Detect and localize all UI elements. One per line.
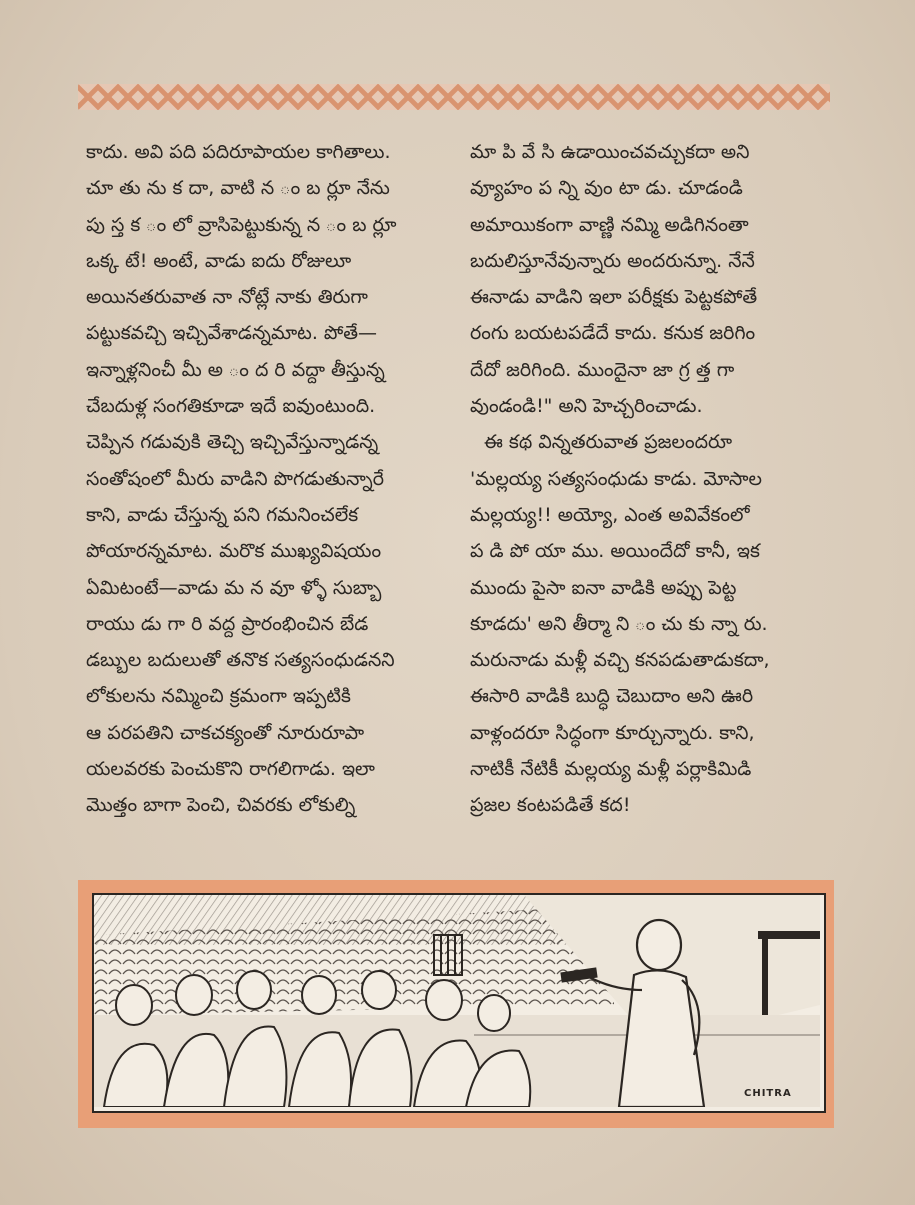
text-line: బదులిస్తూనేవున్నారు అందరున్నూ. నేనే xyxy=(470,249,755,272)
text-line: కాదు. అవి పది పదిరూపాయల కాగితాలు. xyxy=(86,141,391,163)
text-line: చెప్పిన గడువుకి తెచ్చి ఇచ్చివేస్తున్నాడన్న xyxy=(86,431,379,454)
text-line: కూడదు' అని తీర్మా ని ం చు కు న్నా రు. xyxy=(470,612,768,635)
text-line: పట్టుకవచ్చి ఇచ్చివేశాడన్నమాట. పోతే— xyxy=(86,322,378,345)
text-line: ముందు పైసా ఐనా వాడికి అప్పు పెట్ట xyxy=(470,576,737,599)
artist-signature: CHITRA xyxy=(744,1088,792,1099)
text-line: ఇన్నాళ్లనించీ మీ అ ం ద రి వద్దా తీస్తున్న xyxy=(86,358,385,381)
text-line: కాని, వాడు చేస్తున్న పని గమనించలేక xyxy=(86,503,359,526)
text-line: వాళ్లందరూ సిద్ధంగా కూర్చున్నారు. కాని, xyxy=(470,721,755,744)
text-line: ప డి పో యా ము. అయిందేదో కానీ, ఇక xyxy=(470,540,760,563)
text-line: 'మల్లయ్య సత్యసంధుడు కాడు. మోసాల xyxy=(470,467,762,490)
text-line: సంతోషంలో మీరు వాడిని పొగడుతున్నారే xyxy=(86,467,384,490)
text-line: అయినతరువాత నా నోట్లే నాకు తిరుగా xyxy=(86,286,368,309)
text-line: చేబదుళ్ల సంగతికూడా ఇదే ఐవుంటుంది. xyxy=(86,395,376,418)
illustration-drawing xyxy=(94,895,820,1107)
text-line: లోకులను నమ్మించి క్రమంగా ఇప్పటికి xyxy=(86,685,351,708)
text-line: వ్యూహం ప న్ని వుం టా డు. చూడండి xyxy=(470,177,743,200)
text-line: మరునాడు మళ్లీ వచ్చి కనపడుతాడుకదా, xyxy=(470,649,770,672)
text-line: అమాయికంగా వాణ్ణి నమ్మి అడిగినంతా xyxy=(470,213,749,236)
text-line: రంగు బయటపడేదే కాదు. కనుక జరిగిం xyxy=(470,322,756,345)
text-line: చూ తు ను క దా, వాటి న ం బ ర్లూ నేను xyxy=(86,177,390,200)
decorative-border xyxy=(78,84,830,110)
right-column xyxy=(470,134,838,824)
doorway-lintel xyxy=(758,931,820,939)
text-line: మొత్తం బాగా పెంచి, చివరకు లోకుల్ని xyxy=(86,794,356,817)
text-line: ఈసారి వాడికి బుద్ధి చెబుదాం అని ఊరి xyxy=(470,685,754,708)
text-line: మల్లయ్య!! అయ్యో, ఎంత అవివేకంలో xyxy=(470,503,750,526)
text-line: యలవరకు పెంచుకొని రాగలిగాడు. ఇలా xyxy=(86,758,375,781)
text-line: వుండండి!" అని హెచ్చరించాడు. xyxy=(470,395,703,418)
text-line: డబ్బుల బదులుతో తనొక సత్యసంధుడనని xyxy=(86,649,395,672)
text-line: మా పి వే సి ఉడాయించవచ్చుకదా అని xyxy=(470,141,750,163)
text-line: పు స్త క ం లో వ్రాసిపెట్టుకున్న న ం బ ర్లూ xyxy=(86,213,397,236)
text-line: ప్రజల కంటపడితే కద! xyxy=(470,794,631,817)
illustration-crowd-scene xyxy=(92,893,826,1113)
left-column xyxy=(86,134,450,824)
text-line: పోయారన్నమాట. మరొక ముఖ్యవిషయం xyxy=(86,540,382,563)
text-line: ఆ పరపతిని చాకచక్యంతో నూరురూపా xyxy=(86,721,365,744)
text-line: దేదో జరిగింది. ముందైనా జా గ్ర త్త గా xyxy=(470,358,735,381)
text-line: ఒక్క టే! అంటే, వాడు ఐదు రోజులూ xyxy=(86,249,352,272)
text-line: ఈ కథ విన్నతరువాత ప్రజలందరూ xyxy=(484,431,733,454)
text-line: రాయు డు గా రి వద్ద ప్రారంభించిన బేడ xyxy=(86,612,369,635)
text-line: ఈనాడు వాడిని ఇలా పరీక్షకు పెట్టకపోతే xyxy=(470,286,758,309)
text-line: నాటికీ నేటికీ మల్లయ్య మళ్లీ పర్లాకిమిడి xyxy=(470,758,752,781)
text-line: ఏమిటంటే—వాడు మ న వూ ళ్ళో సుబ్బా xyxy=(86,576,382,599)
